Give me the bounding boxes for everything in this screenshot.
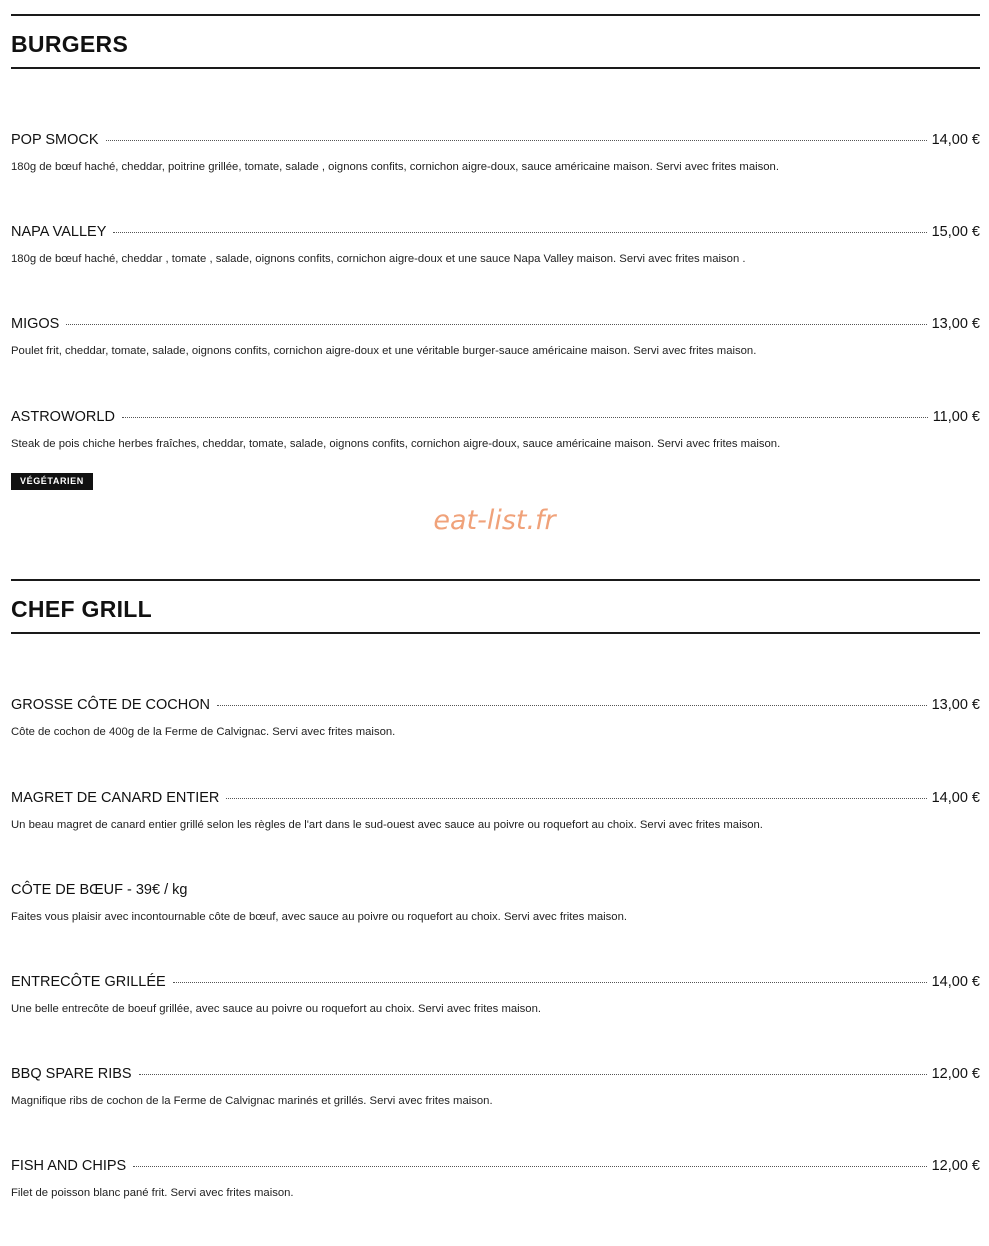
item-name: CÔTE DE BŒUF - 39€ / kg <box>11 882 188 898</box>
item-name: POP SMOCK <box>11 132 99 148</box>
item-description: 180g de bœuf haché, cheddar , tomate , salade, oignons confits, cornichon aigre-doux et une sauce Napa Valley maison. Servi avec frites maison . <box>11 253 746 265</box>
item-price: 13,00 € <box>931 316 980 332</box>
dot-leader <box>226 797 926 799</box>
menu-item <box>11 881 980 924</box>
item-name: MIGOS <box>11 316 60 332</box>
item-description: Un beau magret de canard entier grillé selon les règles de l'art dans le sud-ouest avec sauce au poivre ou roquefort au choix. Servi avec frites maison. <box>11 819 763 831</box>
item-price: 15,00 € <box>931 224 980 240</box>
item-name: GROSSE CÔTE DE COCHON <box>11 697 210 713</box>
menu-item <box>11 315 980 358</box>
item-name: NAPA VALLEY <box>11 224 107 240</box>
menu-item <box>11 1065 980 1108</box>
item-price: 14,00 € <box>931 790 980 806</box>
item-price: 13,00 € <box>931 697 980 713</box>
menu-item <box>11 1157 980 1200</box>
item-name: ASTROWORLD <box>11 409 115 425</box>
item-description: Poulet frit, cheddar, tomate, salade, oignons confits, cornichon aigre-doux et une véritable burger-sauce américaine maison. Servi avec frites maison. <box>11 345 757 357</box>
menu-item <box>11 973 980 1016</box>
item-name: FISH AND CHIPS <box>11 1158 127 1174</box>
item-name: BBQ SPARE RIBS <box>11 1066 132 1082</box>
menu-item <box>11 408 980 490</box>
section-title: BURGERS <box>11 31 129 57</box>
item-price: 11,00 € <box>932 409 980 425</box>
item-description: Faites vous plaisir avec incontournable côte de bœuf, avec sauce au poivre ou roquefort au choix. Servi avec frites maison. <box>11 911 628 923</box>
dot-leader <box>217 704 927 706</box>
item-name: ENTRECÔTE GRILLÉE <box>11 974 166 990</box>
menu-item <box>11 696 980 739</box>
dot-leader <box>122 416 928 418</box>
item-description: Steak de pois chiche herbes fraîches, cheddar, tomate, salade, oignons confits, cornichon aigre-doux, sauce américaine maison. Servi avec frites maison. <box>11 438 781 450</box>
item-price: 12,00 € <box>931 1158 980 1174</box>
item-description: Filet de poisson blanc pané frit. Servi avec frites maison. <box>11 1187 294 1199</box>
dot-leader <box>66 323 926 325</box>
item-price: 12,00 € <box>931 1066 980 1082</box>
dot-leader <box>173 981 927 983</box>
item-name: MAGRET DE CANARD ENTIER <box>11 790 220 806</box>
dot-leader <box>139 1073 927 1075</box>
dot-leader <box>113 231 926 233</box>
vegetarian-badge: VÉGÉTARIEN <box>11 473 93 490</box>
section-burgers <box>11 14 980 486</box>
item-description: Magnifique ribs de cochon de la Ferme de Calvignac marinés et grillés. Servi avec frites maison. <box>11 1095 493 1107</box>
section-header <box>11 14 980 69</box>
menu-item <box>11 789 980 832</box>
item-description: 180g de bœuf haché, cheddar, poitrine grillée, tomate, salade , oignons confits, cornichon aigre-doux, sauce américaine maison. Servi avec frites maison. <box>11 161 779 173</box>
dot-leader <box>133 1165 926 1167</box>
watermark: eat-list.fr <box>433 505 556 536</box>
section-chef-grill <box>11 579 980 1199</box>
item-description: Côte de cochon de 400g de la Ferme de Calvignac. Servi avec frites maison. <box>11 726 396 738</box>
dot-leader <box>106 139 927 141</box>
section-header <box>11 579 980 634</box>
item-price: 14,00 € <box>931 132 980 148</box>
item-price: 14,00 € <box>931 974 980 990</box>
menu-item <box>11 131 980 174</box>
item-description: Une belle entrecôte de boeuf grillée, avec sauce au poivre ou roquefort au choix. Servi avec frites maison. <box>11 1003 541 1015</box>
menu-item <box>11 223 980 266</box>
section-title: CHEF GRILL <box>11 596 152 622</box>
